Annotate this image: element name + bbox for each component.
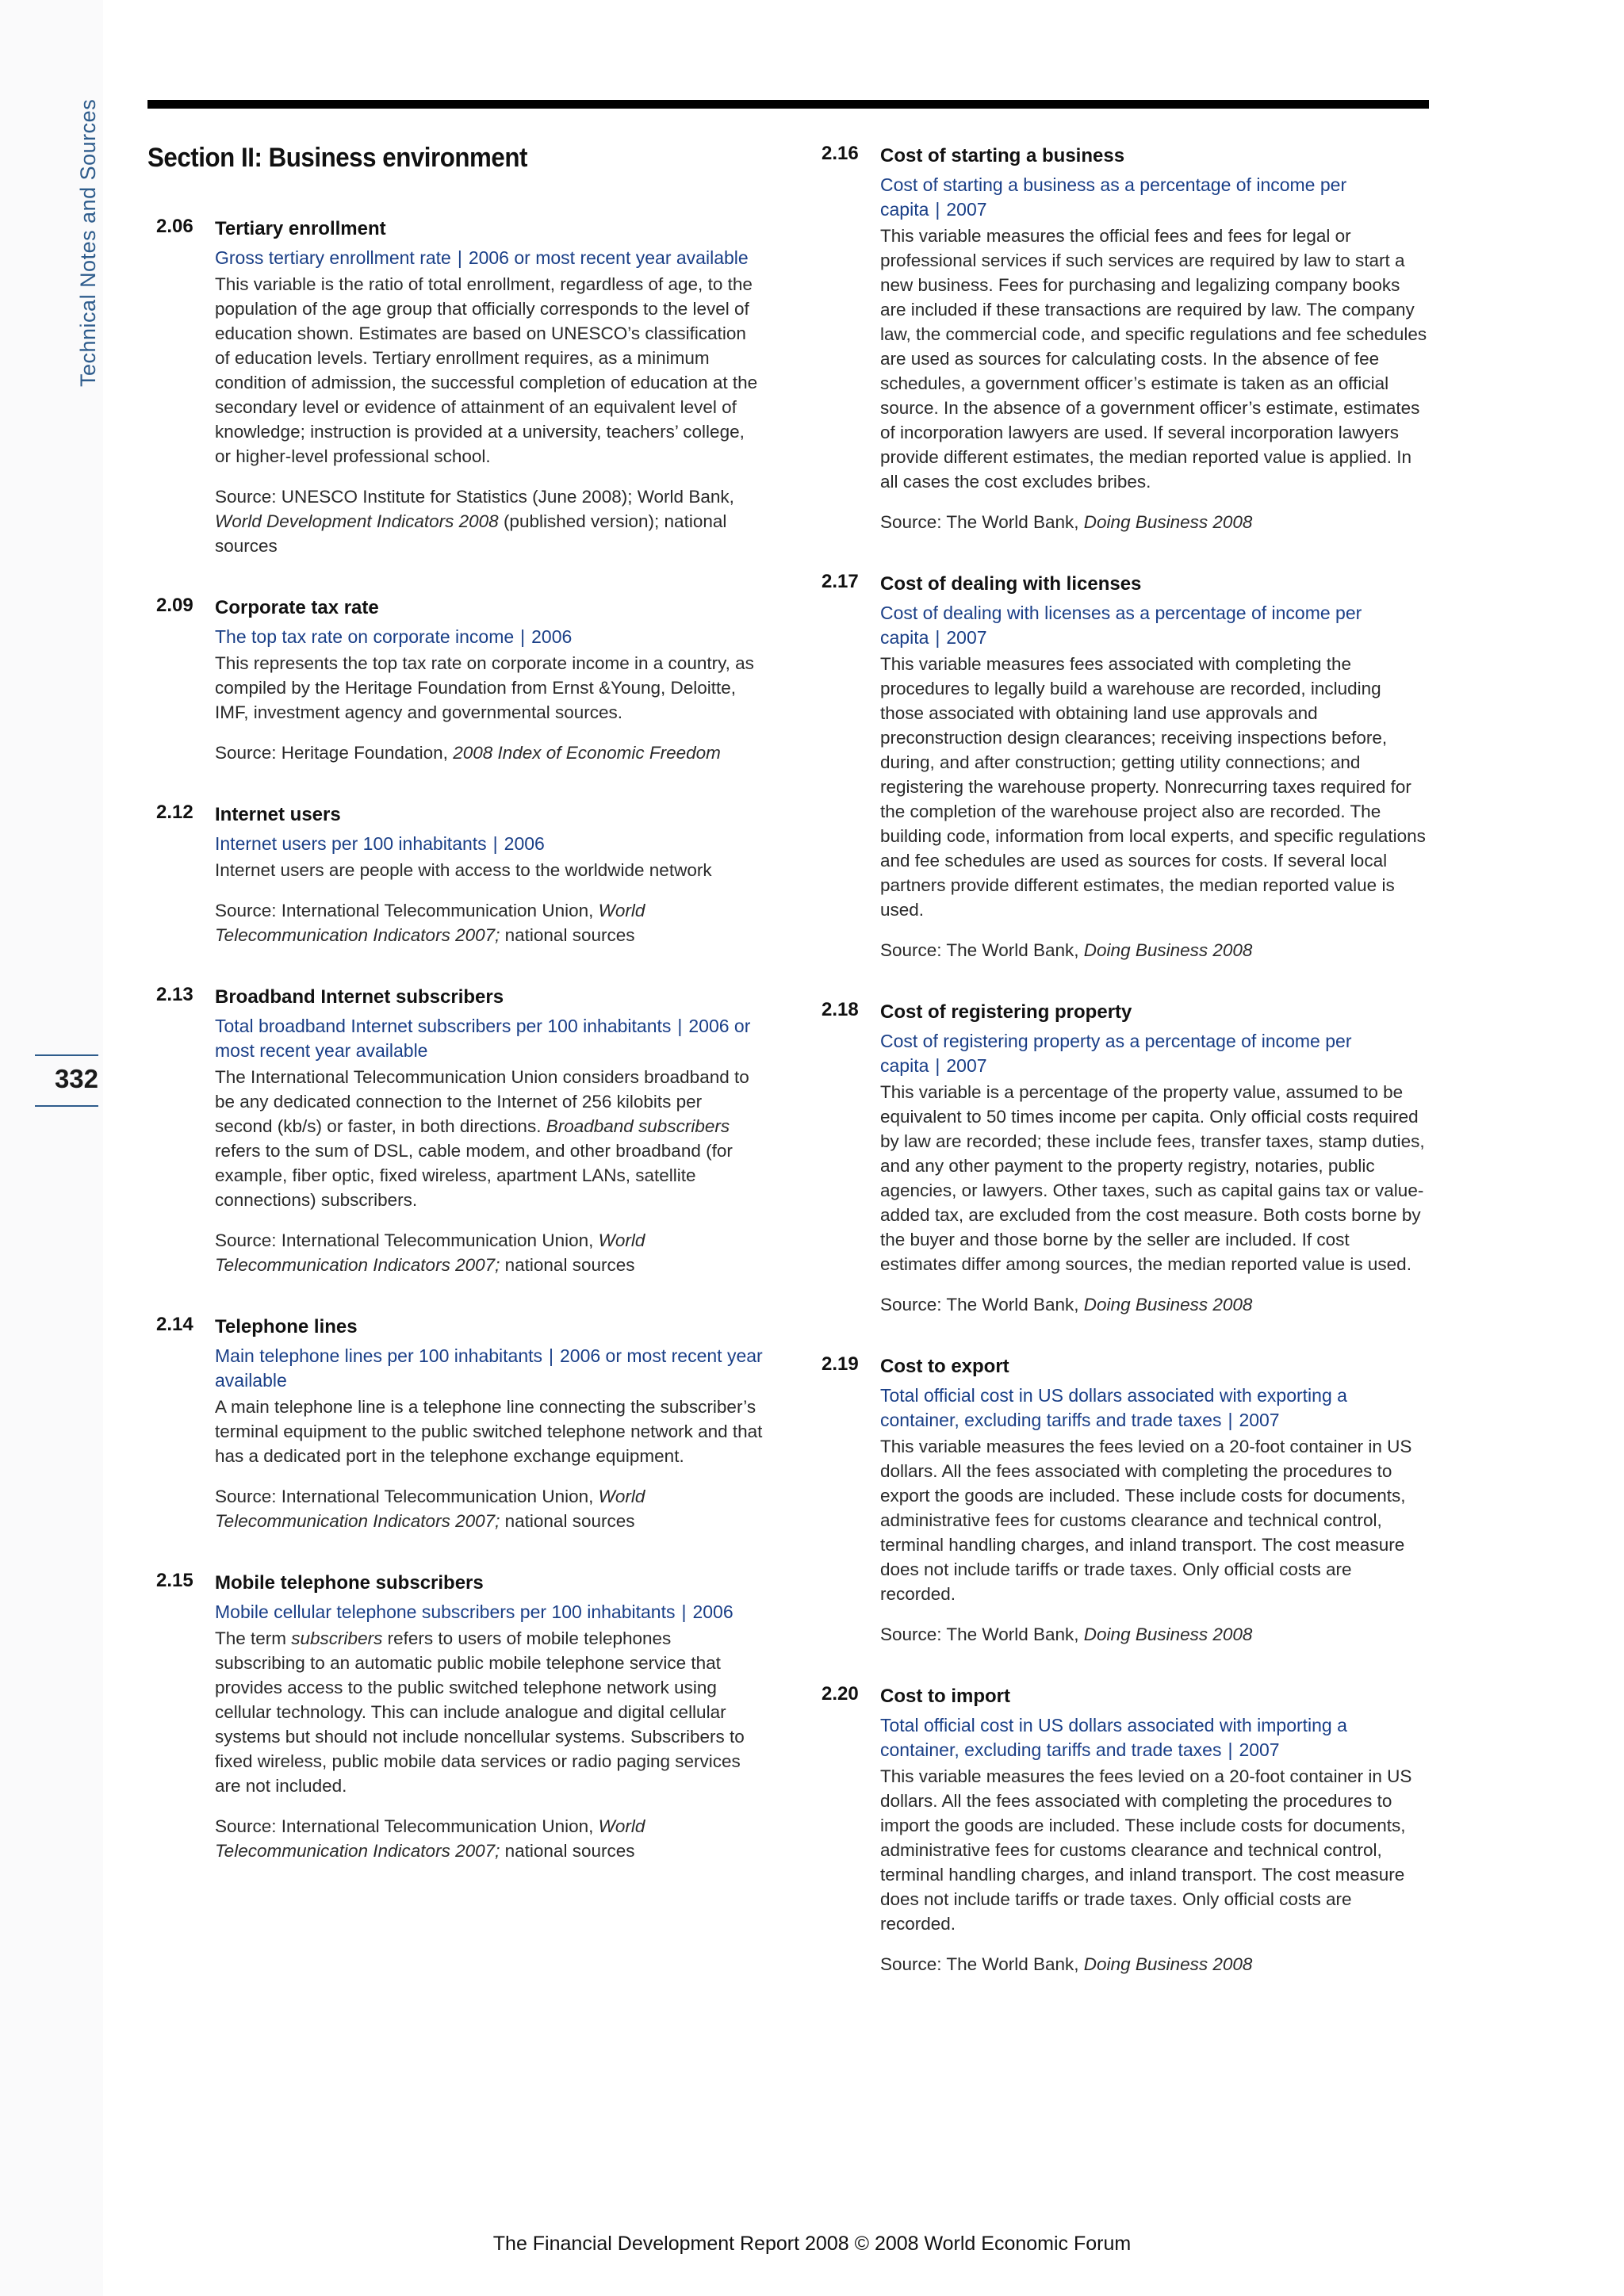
entry-body: This variable is the ratio of total enrollment, regardless of age, to the population of the age group that officially corresponds to the level of education shown. Estimates are based on UNESCO’s classification of education levels. Tertiary enrollment requires, as a minimum condition of admission, the successful completion of education at the secondary level or evidence of attainment of an equivalent level of knowledge; instruction is provided at a university, teachers’ college, or higher-level professional school. bbox=[215, 274, 758, 466]
section-title: Section II: Business environment bbox=[147, 143, 527, 173]
source-publication: World Development Indicators 2008 bbox=[215, 511, 499, 531]
definition-year: 2006 or most recent year available bbox=[468, 247, 749, 268]
entry-body: This variable measures the fees levied on a 20-foot container in US dollars. All the fees associated with completing the procedures to import the goods are included. These include costs for documents, administrative fees for customs clearance and technical control, terminal handling charges, and inland transport. The cost measure does not include tariffs or trade taxes. Only official costs are recorded. bbox=[880, 1766, 1412, 1934]
definition-year: 2007 bbox=[946, 1055, 987, 1076]
definition-separator: | bbox=[935, 1055, 940, 1076]
entry-body bbox=[215, 1065, 764, 1212]
entry-title: Cost of starting a business bbox=[880, 145, 1125, 166]
entry-cost-to-export bbox=[822, 1353, 1429, 1647]
source-publication: Doing Business 2008 bbox=[1083, 512, 1253, 532]
entry-source bbox=[215, 1814, 764, 1863]
definition-text: Cost of dealing with licenses as a percentage of income per capita bbox=[880, 603, 1362, 648]
source-publication: World Telecommunication Indicators 2007; bbox=[215, 901, 645, 945]
entry-body: This variable measures the official fees and fees for legal or professional services if such services are required by law to start a new business. Fees for purchasing and legalizing company books are included if these transactions are required by law. The company law, the commercial code, and specific regulations and fee schedules are used as sources for calculating costs. In the absence of fee schedules, a government officer’s estimate is taken as an official source. In the absence of a government officer’s estimate, estimates of incorporation lawyers are used. If several incorporation lawyers provide different estimates, the median reported value is applied. In all cases the cost excludes bribes. bbox=[880, 226, 1427, 492]
entry-mobile-subscribers bbox=[156, 1570, 764, 1863]
definition-separator: | bbox=[935, 627, 940, 648]
definition-text: Mobile cellular telephone subscribers per 100 inhabitants bbox=[215, 1601, 676, 1622]
entry-body: This variable measures fees associated with completing the procedures to legally build a warehouse are recorded, including those associated with obtaining land use approvals and preconstruction design clearances; receiving inspections before, during, and after construction; getting utility connections; and registering the warehouse property. Nonrecurring taxes required for the completion of the warehouse project also are recorded. The building code, information from local experts, and specific regulations and fee schedules are used as sources for costs. If several local partners provide different estimates, the median reported value is used. bbox=[880, 654, 1426, 920]
entry-definition bbox=[215, 246, 764, 270]
entry-number: 2.17 bbox=[822, 571, 859, 592]
entry-cost-registering-property bbox=[822, 999, 1429, 1317]
definition-separator: | bbox=[1228, 1739, 1233, 1760]
definition-text: Cost of starting a business as a percentage of income per capita bbox=[880, 174, 1347, 220]
entry-source bbox=[215, 1484, 764, 1533]
entry-title: Cost to import bbox=[880, 1686, 1010, 1707]
entry-definition bbox=[215, 832, 764, 856]
entry-body: This variable is a percentage of the property value, assumed to be equivalent to 50 times income per capita. Only official costs required by law are recorded; these include fees, transfer taxes, stamp duties, and any other payment to the property registry, notaries, public agencies, or lawyers. Other taxes, such as capital gains tax or value-added tax, are excluded from the cost measure. Both costs borne by the buyer and those borne by the seller are included. If cost estimates differ among sources, the median reported value is used. bbox=[880, 1082, 1425, 1274]
entry-number: 2.14 bbox=[156, 1314, 193, 1335]
definition-separator: | bbox=[1228, 1410, 1233, 1430]
source-text: Source: The World Bank, bbox=[880, 1295, 1084, 1314]
entry-definition bbox=[880, 173, 1429, 222]
entry-cost-to-import bbox=[822, 1683, 1429, 1976]
entry-definition bbox=[880, 1383, 1429, 1433]
source-suffix: national sources bbox=[500, 925, 635, 945]
definition-year: 2006 bbox=[531, 626, 573, 647]
definition-text: The top tax rate on corporate income bbox=[215, 626, 515, 647]
top-rule bbox=[147, 100, 1429, 109]
body-emphasis: subscribers bbox=[291, 1628, 383, 1648]
entry-definition bbox=[880, 1713, 1429, 1762]
entry-body: Internet users are people with access to the worldwide network bbox=[215, 860, 712, 880]
entry-definition bbox=[215, 1600, 764, 1624]
entry-number: 2.09 bbox=[156, 595, 193, 616]
definition-text: Main telephone lines per 100 inhabitants bbox=[215, 1345, 543, 1366]
definition-year: 2006 or most recent year available bbox=[215, 1345, 763, 1391]
entry-definition bbox=[215, 625, 764, 649]
definition-separator: | bbox=[457, 247, 462, 268]
entry-number: 2.18 bbox=[822, 999, 859, 1020]
entry-source bbox=[880, 510, 1429, 534]
source-publication: World Telecommunication Indicators 2007; bbox=[215, 1487, 645, 1531]
entry-number: 2.06 bbox=[156, 216, 193, 237]
source-text: Source: International Telecommunication Union, bbox=[215, 1487, 599, 1506]
body-emphasis: Broadband subscribers bbox=[546, 1116, 730, 1136]
source-text: Source: UNESCO Institute for Statistics (June 2008); World Bank, bbox=[215, 487, 734, 507]
entry-cost-dealing-licenses bbox=[822, 571, 1429, 962]
body-text: The International Telecommunication Union considers broadband to be any dedicated connection to the Internet of 256 kilobits per second (kb/s) or faster, in both directions. bbox=[215, 1067, 749, 1136]
body-text: The term bbox=[215, 1628, 292, 1648]
page-number-rule-bottom bbox=[35, 1105, 98, 1107]
source-text: Source: The World Bank, bbox=[880, 1624, 1084, 1644]
entry-source bbox=[215, 1228, 764, 1277]
entry-title: Broadband Internet subscribers bbox=[215, 986, 504, 1008]
body-text-continued: refers to users of mobile telephones subscribing to an automatic public mobile telephone service that provides access to the public switched telephone network using cellular technology. This can include analogue and digital cellular systems but should not include noncellular systems. Subscribers to fixed wireless, public mobile data services or radio paging services are not included. bbox=[215, 1628, 745, 1796]
entry-tertiary-enrollment bbox=[156, 216, 764, 558]
entry-telephone-lines bbox=[156, 1314, 764, 1533]
entry-body: This represents the top tax rate on corporate income in a country, as compiled by the Heritage Foundation from Ernst &Young, Deloitte, IMF, investment agency and governmental sources. bbox=[215, 653, 754, 722]
definition-text: Cost of registering property as a percentage of income per capita bbox=[880, 1031, 1352, 1076]
definition-text: Gross tertiary enrollment rate bbox=[215, 247, 451, 268]
entry-definition bbox=[880, 601, 1429, 650]
source-publication: Doing Business 2008 bbox=[1083, 1624, 1253, 1644]
entry-title: Telephone lines bbox=[215, 1316, 358, 1337]
entry-definition bbox=[880, 1029, 1429, 1078]
entry-number: 2.13 bbox=[156, 984, 193, 1005]
definition-text: Total official cost in US dollars associated with importing a container, excluding tariffs and trade taxes bbox=[880, 1715, 1347, 1760]
entry-definition bbox=[215, 1344, 764, 1393]
source-publication: Doing Business 2008 bbox=[1083, 940, 1253, 960]
source-publication: World Telecommunication Indicators 2007; bbox=[215, 1230, 645, 1275]
source-text: Source: International Telecommunication Union, bbox=[215, 1230, 599, 1250]
source-text: Source: The World Bank, bbox=[880, 940, 1084, 960]
entry-number: 2.20 bbox=[822, 1683, 859, 1705]
entry-internet-users bbox=[156, 802, 764, 947]
page-footer: The Financial Development Report 2008 © 2008 World Economic Forum bbox=[492, 2233, 1132, 2255]
right-column bbox=[822, 143, 1429, 1976]
definition-year: 2006 or most recent year available bbox=[215, 1016, 751, 1061]
source-publication: World Telecommunication Indicators 2007; bbox=[215, 1816, 645, 1861]
entry-source bbox=[880, 1622, 1429, 1647]
definition-separator: | bbox=[549, 1345, 553, 1366]
entry-body: A main telephone line is a telephone line connecting the subscriber’s terminal equipment to the public switched telephone network and that has a dedicated port in the telephone exchange equipment. bbox=[215, 1397, 763, 1466]
definition-separator: | bbox=[677, 1016, 683, 1036]
definition-year: 2006 bbox=[504, 833, 545, 854]
entry-number: 2.15 bbox=[156, 1570, 193, 1591]
source-publication: Doing Business 2008 bbox=[1083, 1954, 1253, 1974]
entry-source bbox=[215, 484, 764, 558]
source-text: Source: The World Bank, bbox=[880, 512, 1084, 532]
source-text: Source: Heritage Foundation, bbox=[215, 743, 454, 763]
entry-title: Cost of dealing with licenses bbox=[880, 573, 1142, 595]
definition-year: 2006 bbox=[692, 1601, 733, 1622]
definition-year: 2007 bbox=[1239, 1410, 1280, 1430]
entry-source bbox=[215, 898, 764, 947]
source-text: Source: International Telecommunication Union, bbox=[215, 1816, 599, 1836]
definition-separator: | bbox=[492, 833, 498, 854]
entry-broadband-subscribers bbox=[156, 984, 764, 1277]
entry-corporate-tax-rate bbox=[156, 595, 764, 765]
source-suffix: national sources bbox=[500, 1255, 635, 1275]
entry-title: Cost of registering property bbox=[880, 1001, 1132, 1023]
source-publication: Doing Business 2008 bbox=[1083, 1295, 1253, 1314]
entry-title: Tertiary enrollment bbox=[215, 218, 386, 239]
body-text-continued: refers to the sum of DSL, cable modem, and other broadband (for example, fiber optic, fixed wireless, apartment LANs, satellite connections) subscribers. bbox=[215, 1141, 733, 1210]
entry-number: 2.16 bbox=[822, 143, 859, 164]
entry-source bbox=[215, 740, 764, 765]
source-suffix: national sources bbox=[500, 1511, 635, 1531]
page-number: 332 bbox=[54, 1064, 98, 1093]
definition-text: Total official cost in US dollars associated with exporting a container, excluding tariffs and trade taxes bbox=[880, 1385, 1347, 1430]
entry-title: Mobile telephone subscribers bbox=[215, 1572, 484, 1594]
entry-body: This variable measures the fees levied on a 20-foot container in US dollars. All the fees associated with completing the procedures to export the goods are included. These include costs for documents, administrative fees for customs clearance and technical control, terminal handling charges, and inland transport. The cost measure does not include tariffs or trade taxes. Only official costs are recorded. bbox=[880, 1437, 1412, 1604]
source-suffix: (published version); national sources bbox=[215, 511, 727, 556]
left-column bbox=[156, 216, 764, 1863]
entry-title: Cost to export bbox=[880, 1356, 1009, 1377]
definition-text: Internet users per 100 inhabitants bbox=[215, 833, 487, 854]
entry-title: Corporate tax rate bbox=[215, 597, 379, 618]
entry-source bbox=[880, 938, 1429, 962]
source-suffix: national sources bbox=[500, 1841, 635, 1861]
source-text: Source: The World Bank, bbox=[880, 1954, 1084, 1974]
page-number-rule-top bbox=[35, 1054, 98, 1056]
entry-cost-starting-business bbox=[822, 143, 1429, 534]
entry-source bbox=[880, 1952, 1429, 1976]
definition-separator: | bbox=[935, 199, 940, 220]
entry-definition bbox=[215, 1014, 764, 1063]
definition-year: 2007 bbox=[1239, 1739, 1280, 1760]
entry-body bbox=[215, 1626, 764, 1798]
entry-source bbox=[880, 1292, 1429, 1317]
definition-year: 2007 bbox=[946, 627, 987, 648]
side-section-label: Technical Notes and Sources bbox=[76, 98, 100, 387]
source-text: Source: International Telecommunication Union, bbox=[215, 901, 599, 920]
definition-year: 2007 bbox=[946, 199, 987, 220]
entry-number: 2.19 bbox=[822, 1353, 859, 1375]
definition-text: Total broadband Internet subscribers per 100 inhabitants bbox=[215, 1016, 672, 1036]
entry-number: 2.12 bbox=[156, 802, 193, 823]
entry-title: Internet users bbox=[215, 804, 341, 825]
definition-separator: | bbox=[681, 1601, 687, 1622]
definition-separator: | bbox=[520, 626, 526, 647]
source-publication: 2008 Index of Economic Freedom bbox=[453, 743, 721, 763]
